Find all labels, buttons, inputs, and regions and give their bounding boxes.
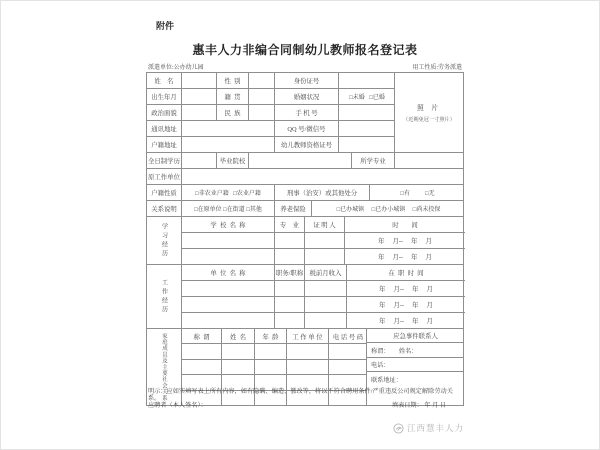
time-cell: 年 月-- 年 月 — [378, 238, 432, 245]
row-hukou-address — [147, 137, 395, 152]
reference-cell — [305, 249, 345, 264]
tenure-header: 在 职 时 间 — [388, 270, 424, 277]
family-entry-row — [182, 360, 367, 375]
education-header-row — [182, 217, 465, 233]
pension-label: 养老保险 — [275, 201, 312, 216]
form-subheader — [148, 62, 462, 71]
employment-type-label: 用工性质:劳务派遣 — [412, 65, 462, 71]
company-logo-icon — [393, 423, 404, 434]
relation-title-header: 称 谓 — [182, 329, 222, 343]
income-cell — [305, 281, 347, 296]
member-age-cell — [255, 344, 287, 358]
qq-wechat-label: QQ 号/微信号 — [275, 121, 339, 136]
registration-table — [146, 72, 464, 406]
college-label: 毕业院校 — [217, 153, 249, 168]
work-header-row — [182, 265, 465, 281]
education-section-label: 学习经历 — [147, 217, 182, 264]
criminal-record-options: □有 □无 — [400, 191, 435, 197]
row-birth — [147, 89, 395, 105]
family-header-row — [182, 329, 367, 344]
applicant-signature-label: 应聘者（本人签名）： — [148, 402, 207, 409]
company-watermark — [393, 422, 464, 434]
teacher-cert-value-cell — [339, 137, 395, 152]
tenure-cell: 年 月-- 年 月 — [379, 286, 433, 293]
member-name-cell — [222, 360, 255, 374]
work-entry-row — [182, 297, 465, 313]
fill-date-label: 填表日期： 年 月 日 — [391, 402, 446, 409]
hukou-address-value-cell — [182, 137, 275, 152]
time-header: 时 间 — [392, 222, 418, 229]
basic-info-block — [147, 73, 463, 153]
row-hukou-type — [147, 185, 463, 201]
major-label: 所学专业 — [352, 153, 395, 168]
relation-options: □在原单位 □在街道 □其他 — [182, 201, 275, 216]
relation-title-cell — [182, 360, 222, 374]
photo-box — [394, 73, 463, 152]
gender-label: 性 别 — [217, 73, 249, 88]
qq-wechat-value-cell — [339, 121, 395, 136]
member-age-header: 年 龄 — [255, 329, 287, 343]
tenure-cell: 年 月-- 年 月 — [379, 302, 433, 309]
edu-level-value-cell — [182, 153, 217, 168]
position-cell — [275, 313, 305, 328]
work-entry-row — [182, 313, 465, 328]
hukou-type-options: □非农业户籍 □农业户籍 — [182, 185, 275, 200]
tenure-cell: 年 月-- 年 月 — [379, 318, 433, 325]
watermark-text: 江西慧丰人力 — [407, 423, 465, 433]
emergency-address-line: 联系地址： — [371, 377, 402, 385]
employer-name-header: 单 位 名 称 — [182, 265, 275, 280]
member-employer-header: 工 作 单 位 — [287, 329, 329, 343]
member-phone-header: 电 话 号 码 — [332, 333, 364, 341]
pension-options: □已办城镇 □已办小城镇 □尚未投保 — [336, 207, 441, 213]
work-entry-row — [182, 281, 465, 297]
marital-options: □未婚 □已婚 — [349, 95, 385, 101]
row-education-level — [147, 153, 463, 169]
origin-value-cell — [249, 89, 275, 104]
origin-label: 籍 贯 — [217, 89, 249, 104]
work-section-label: 工作经历 — [147, 265, 182, 328]
criminal-record-label: 刑事（治安）或其他处分 — [275, 185, 370, 200]
school-name-cell — [182, 233, 275, 248]
member-phone-cell — [329, 344, 367, 358]
hukou-address-label: 户籍地址 — [147, 137, 182, 152]
ethnic-value-cell — [249, 105, 275, 120]
member-name-cell — [222, 344, 255, 358]
income-cell — [305, 297, 347, 312]
politics-value-cell — [182, 105, 217, 120]
row-politics — [147, 105, 395, 121]
emergency-phone-line: 电话： — [367, 358, 464, 372]
mobile-value-cell — [339, 105, 395, 120]
reference-header: 证 明 人 — [305, 217, 345, 232]
row-address — [147, 121, 395, 137]
major-cell — [275, 233, 305, 248]
position-cell — [275, 297, 305, 312]
prev-employer-value-cell — [182, 169, 465, 184]
employer-name-cell — [182, 297, 275, 312]
member-age-cell — [255, 360, 287, 374]
address-value-cell — [182, 121, 275, 136]
member-name-header: 姓 名 — [222, 329, 255, 343]
family-entry-row — [182, 344, 367, 359]
photo-title: 照 片 — [417, 105, 441, 112]
major-cell — [275, 249, 305, 264]
politics-label: 政治面貌 — [147, 105, 182, 120]
row-previous-employer — [147, 169, 463, 185]
position-header: 职务/职称 — [275, 265, 305, 280]
time-cell: 年 月-- 年 月 — [378, 254, 432, 261]
hukou-type-label: 户籍性质 — [147, 185, 182, 200]
teacher-cert-label: 幼儿教师资格证号 — [275, 137, 339, 152]
position-cell — [275, 281, 305, 296]
income-cell — [305, 313, 347, 328]
ethnic-label: 民 族 — [217, 105, 249, 120]
attachment-label: 附件 — [156, 21, 175, 31]
name-label: 姓 名 — [147, 73, 182, 88]
form-title: 惠丰人力非编合同制幼儿教师报名登记表 — [192, 43, 418, 57]
work-history-section — [147, 265, 463, 329]
id-number-label: 身份证号 — [275, 73, 339, 88]
school-name-header: 学 校 名 称 — [182, 217, 275, 232]
education-entry-row — [182, 233, 465, 249]
row-name — [147, 73, 395, 89]
college-value-cell — [249, 153, 352, 168]
education-history-section — [147, 217, 463, 265]
birth-value-cell — [182, 89, 217, 104]
member-employer-cell — [287, 360, 329, 374]
mobile-label: 手 机 号 — [275, 105, 339, 120]
signature-row — [148, 400, 464, 409]
member-employer-cell — [287, 344, 329, 358]
member-phone-cell — [329, 360, 367, 374]
relation-title-cell — [182, 344, 222, 358]
gender-value-cell — [249, 73, 275, 88]
relation-label: 关系说明 — [147, 201, 182, 216]
marital-label: 婚姻状况 — [275, 89, 339, 104]
name-value-cell — [182, 73, 217, 88]
family-section-label: 家庭成员及主要社会关系 — [147, 329, 182, 405]
id-number-value-cell — [339, 73, 395, 88]
major-header: 专 业 — [275, 217, 305, 232]
birth-label: 出生年月 — [147, 89, 182, 104]
employer-name-cell — [182, 281, 275, 296]
emergency-title-name-line: 称谓： 姓名： — [367, 343, 464, 357]
prev-employer-label: 原工作单位 — [147, 169, 182, 184]
address-label: 通讯地址 — [147, 121, 182, 136]
emergency-contact-header: 应急事件联系人 — [367, 329, 464, 343]
education-entry-row — [182, 249, 465, 264]
photo-note: （近期免冠一寸照片） — [403, 117, 455, 123]
income-header: 税前月收入 — [305, 265, 347, 280]
dispatch-unit-label: 派遣单位:公办幼儿园 — [148, 65, 204, 71]
school-name-cell — [182, 249, 275, 264]
reference-cell — [305, 233, 345, 248]
employer-name-cell — [182, 313, 275, 328]
row-relation — [147, 201, 463, 217]
major-value-cell — [395, 153, 465, 168]
edu-level-label: 全日制学历 — [147, 153, 182, 168]
form-notice: 明示：应如实填写表上所有内容，如有隐瞒、编造、篡改等，将以不符合聘用条件/严重违反公司规定解除劳动关系。 — [148, 388, 453, 402]
